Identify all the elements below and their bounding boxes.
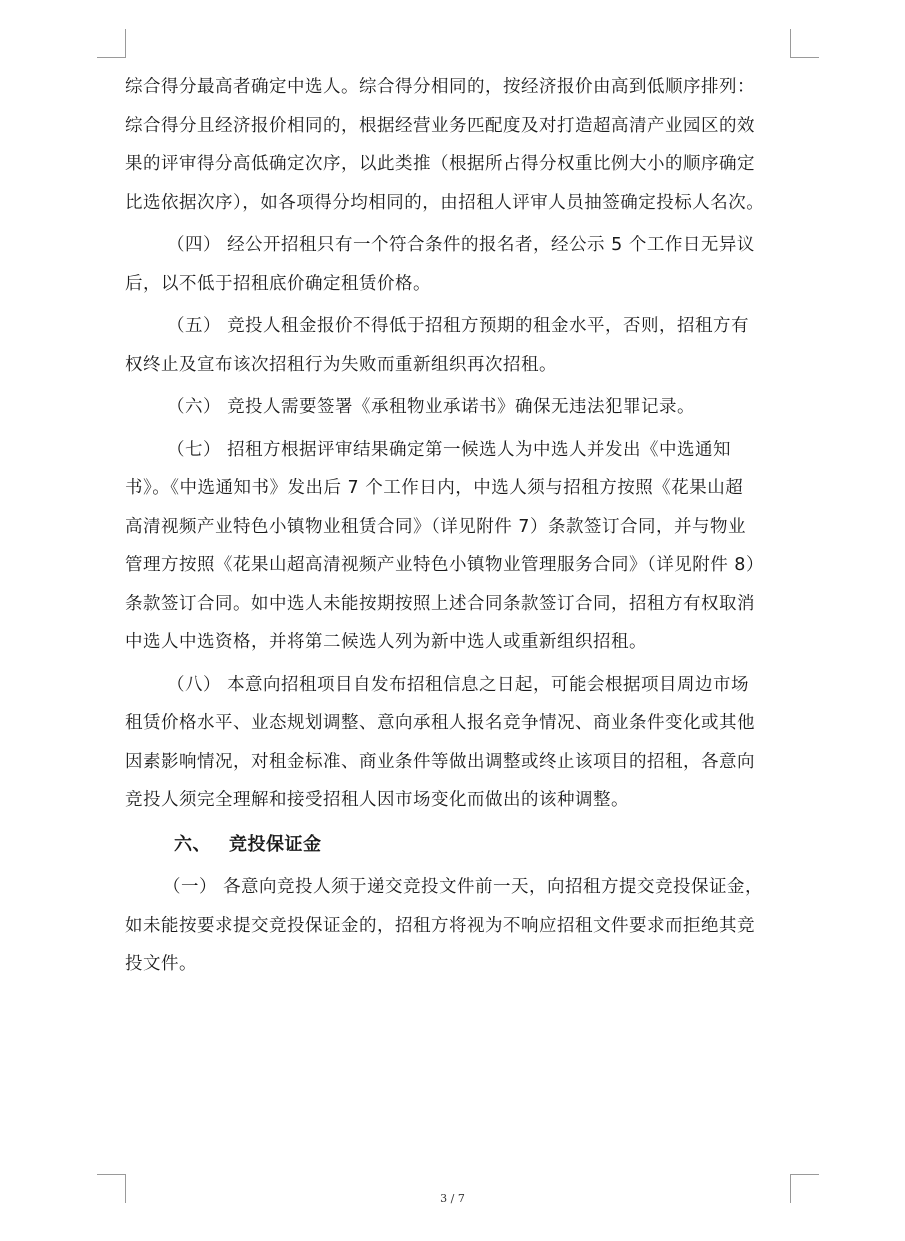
text-line: （五） 竞投人租金报价不得低于招租方预期的租金水平，否则，招租方有 [167, 316, 750, 336]
text-line: （四） 经公开招租只有一个符合条件的报名者，经公示 5 个工作日无异议 [167, 235, 755, 255]
paragraph-item-5 [125, 307, 790, 384]
paragraph-item-4 [125, 226, 790, 303]
crop-mark-top-right [790, 29, 819, 58]
text-line: 综合得分最高者确定中选人。综合得分相同的，按经济报价由高到低顺序排列： [125, 77, 755, 97]
paragraph-item-7 [125, 431, 790, 662]
text-line: 投文件。 [125, 954, 197, 974]
page-number: 3 / 7 [440, 1192, 465, 1205]
text-line: 管理方按照《花果山超高清视频产业特色小镇物业管理服务合同》（详见附件 8） [125, 555, 764, 575]
text-line: （一） 各意向竞投人须于递交竞投文件前一天，向招租方提交竞投保证金， [163, 877, 764, 897]
text-line: 中选人中选资格，并将第二候选人列为新中选人或重新组织招租。 [125, 632, 647, 652]
paragraph-scoring [125, 68, 790, 222]
text-line: （六） 竞投人需要签署《承租物业承诺书》确保无违法犯罪记录。 [167, 397, 696, 417]
text-line: 竞投人须完全理解和接受招租人因市场变化而做出的该种调整。 [125, 790, 629, 810]
text-line: 租赁价格水平、业态规划调整、意向承租人报名竞争情况、商业条件变化或其他 [125, 713, 755, 733]
section-number: 六、 [174, 833, 211, 855]
text-line: 如未能按要求提交竞投保证金的，招租方将视为不响应招租文件要求而拒绝其竞 [125, 915, 755, 936]
section-title: 竞投保证金 [229, 833, 322, 855]
text-line: 高清视频产业特色小镇物业租赁合同》（详见附件 7）条款签订合同，并与物业 [125, 516, 746, 537]
text-line: 后，以不低于招租底价确定租赁价格。 [125, 273, 431, 294]
text-line: 权终止及宣布该次招租行为失败而重新组织再次招租。 [125, 354, 557, 375]
text-line: 条款签订合同。如中选人未能按期按照上述合同条款签订合同，招租方有权取消 [125, 593, 755, 614]
text-line: 比选依据次序），如各项得分均相同的，由招租人评审人员抽签确定投标人名次。 [125, 192, 765, 213]
text-line: 综合得分且经济报价相同的，根据经营业务匹配度及对打造超高清产业园区的效 [125, 115, 755, 136]
crop-mark-top-left [97, 29, 126, 58]
document-body [125, 68, 790, 984]
text-line: （七） 招租方根据评审结果确定第一候选人为中选人并发出《中选通知 [167, 439, 732, 460]
paragraph-deposit-1 [125, 868, 790, 984]
text-line: 因素影响情况，对租金标准、商业条件等做出调整或终止该项目的招租，各意向 [125, 751, 755, 772]
paragraph-item-8 [125, 666, 790, 820]
text-line: 书》。《中选通知书》发出后 7 个工作日内，中选人须与招租方按照《花果山超 [125, 478, 744, 498]
text-line: 果的评审得分高低确定次序，以此类推（根据所占得分权重比例大小的顺序确定 [125, 154, 755, 174]
section-heading [125, 826, 790, 865]
paragraph-item-6 [125, 388, 790, 427]
text-line: （八） 本意向招租项目自发布招租信息之日起，可能会根据项目周边市场 [167, 674, 750, 695]
